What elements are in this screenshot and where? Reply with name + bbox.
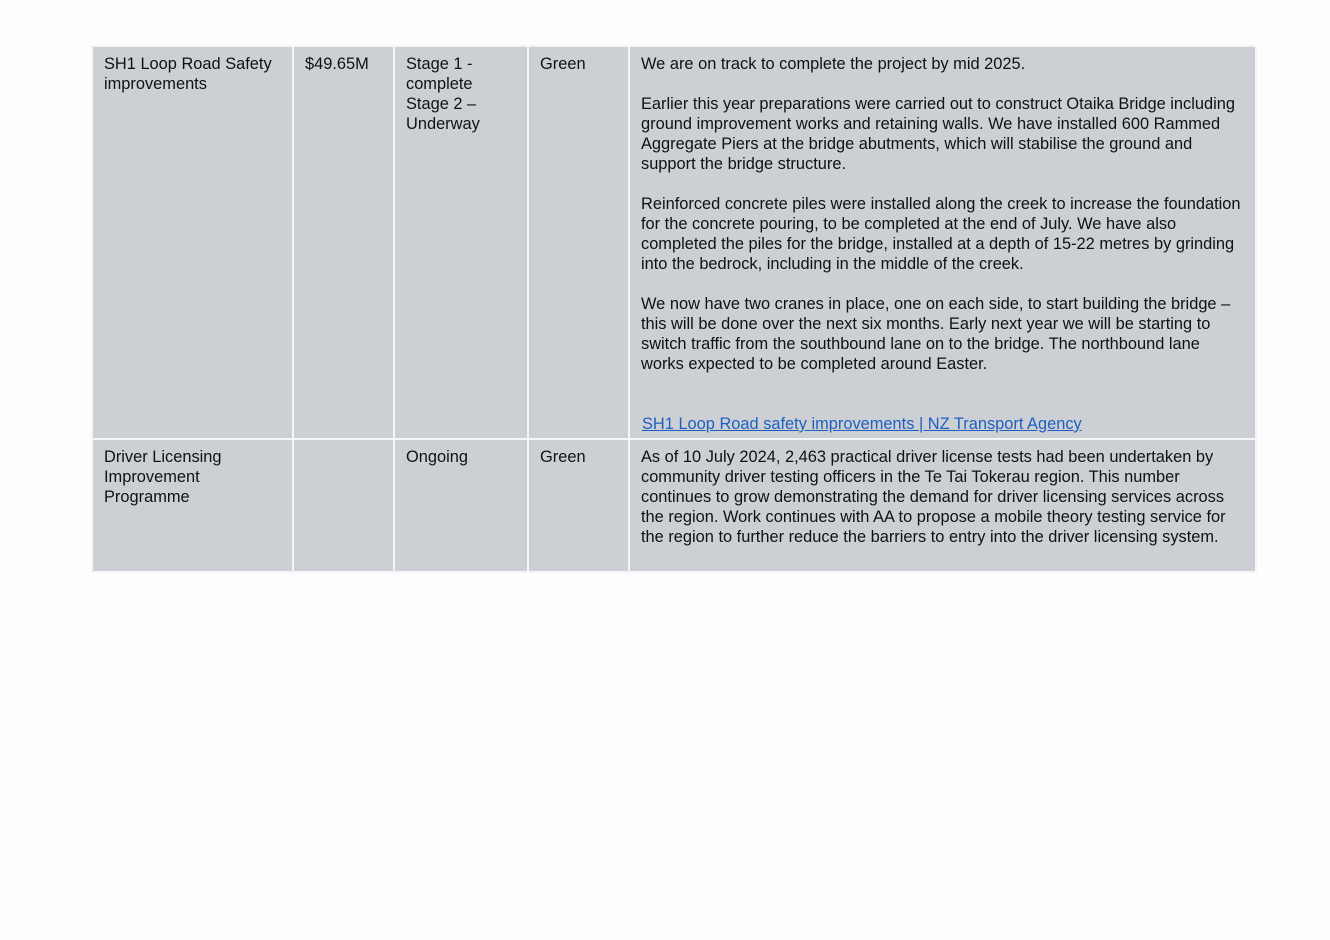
nzta-project-link[interactable]: SH1 Loop Road safety improvements | NZ Transport Agency — [642, 415, 1082, 433]
funding-cell — [293, 439, 394, 572]
stage-line: Underway — [406, 115, 480, 133]
commentary-paragraph: We are on track to complete the project by mid 2025. — [641, 55, 1026, 73]
commentary-paragraph: Reinforced concrete piles were installed along the creek to increase the foundation for the concrete pouring, to be completed at the end of July. We have also completed the piles for the bridge, installed at a depth of 15-22 metres by grinding into the bedrock, including in the middle of the creek. — [641, 195, 1241, 273]
table-row — [92, 46, 1256, 439]
status-value: Green — [540, 55, 586, 73]
stage-line: complete — [406, 75, 473, 93]
status-cell — [528, 46, 629, 439]
project-status-table — [91, 45, 1257, 573]
project-cell — [92, 46, 293, 439]
table-row — [92, 439, 1256, 572]
project-name: SH1 Loop Road Safety improvements — [104, 55, 272, 93]
stage-cell — [394, 46, 528, 439]
funding-cell — [293, 46, 394, 439]
stage-cell — [394, 439, 528, 572]
commentary-paragraph: Earlier this year preparations were carried out to construct Otaika Bridge including ground improvement works and retaining walls. We have installed 600 Rammed Aggregate Piers at the bridge abutments, which will stabilise the ground and support the bridge structure. — [641, 95, 1235, 173]
commentary-cell — [629, 46, 1256, 439]
funding-amount: $49.65M — [305, 55, 369, 73]
project-cell — [92, 439, 293, 572]
stage-line: Stage 2 – — [406, 95, 477, 113]
stage-line: Ongoing — [406, 448, 468, 466]
status-cell — [528, 439, 629, 572]
status-value: Green — [540, 448, 586, 466]
link-container — [641, 414, 1245, 434]
commentary-cell — [629, 439, 1256, 572]
project-name: Driver Licensing Improvement Programme — [104, 448, 222, 506]
stage-line: Stage 1 - — [406, 55, 473, 73]
commentary-paragraph: We now have two cranes in place, one on each side, to start building the bridge – this will be done over the next six months. Early next year we will be starting to switch traffic from the southbound lane on to the bridge. The northbound lane works expected to be completed around Easter. — [641, 295, 1231, 373]
commentary-paragraph: As of 10 July 2024, 2,463 practical driver license tests had been undertaken by community driver testing officers in the Te Tai Tokerau region. This number continues to grow demonstrating the demand for driver licensing services across the region. Work continues with AA to propose a mobile theory testing service for the region to further reduce the barriers to entry into the driver licensing system. — [641, 448, 1226, 546]
